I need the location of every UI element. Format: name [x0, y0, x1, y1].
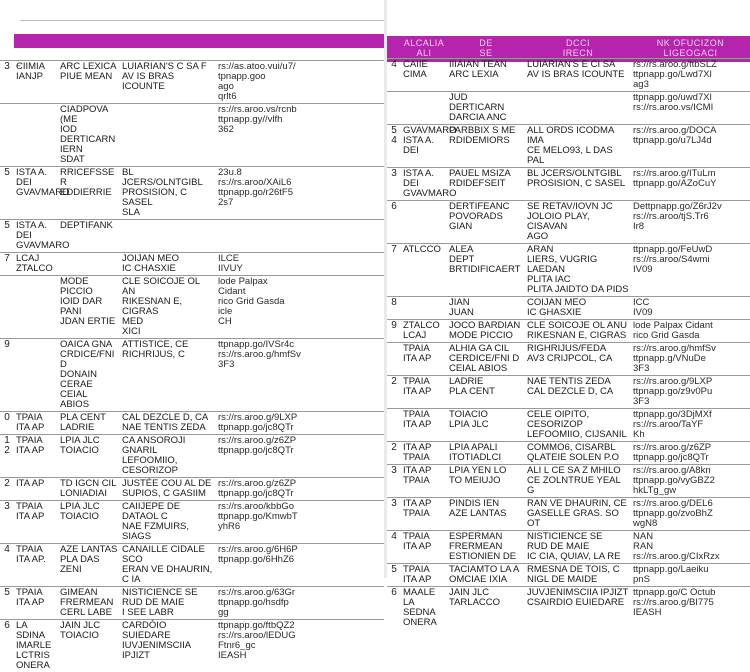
header-url	[230, 34, 312, 48]
row-number: 3	[391, 168, 397, 179]
table-row	[0, 619, 384, 672]
department-cell: CAIIE CIMA	[403, 59, 428, 80]
municipality-cell: MODE PICCIO IOID DAR PANI JDAN ERTIE	[60, 276, 116, 327]
table-row	[387, 342, 750, 375]
municipality-cell: OAICA GNA CRDICE/FNI D DONAIN CERAE CEIAL ABIOS	[60, 339, 115, 410]
table-row	[0, 586, 384, 619]
map-link-cell[interactable]: rs://rs.aroo.g/DOCA ttpnapp.go/u7LJ4d	[633, 125, 717, 146]
map-link-cell[interactable]: 23u.8 rs://rs.aroo/XAiL6 ttpnapp.go/r26tF5 2s7	[218, 167, 293, 208]
address-cell: JUSTÉE COU AL DE SUPIOS, C GASIIM	[122, 478, 212, 499]
map-link-cell[interactable]: ttpnapp.go/Laeiku pnS	[633, 564, 709, 585]
department-cell: TPAIA ITA AP	[16, 435, 45, 456]
address-cell: CANAILLE CIDALE SCO ERAN VE DHAURIN, C IA	[122, 544, 213, 585]
map-link-cell[interactable]: rs://rs.aroo.g/hmfSv ttpnapp.g/VNuDe 3F3	[633, 343, 716, 374]
municipality-cell: LADRIE PLA CENT	[449, 376, 495, 397]
address-cell: CLE SOICOJE OL AN RIKESNAN E, CIGRAS MED XICI	[122, 276, 200, 337]
row-number: 5	[4, 167, 10, 178]
department-cell	[14, 104, 58, 166]
table-row	[387, 586, 750, 629]
municipality-cell: AZE LANTAS PLA DAS ZENI	[60, 544, 118, 575]
table-row	[0, 275, 384, 338]
map-link-cell[interactable]: rs://rs.aroo.g/A8kn ttpnapp.go/vyGBZ2 hkLTg_gw	[633, 465, 715, 496]
row-number: 6	[391, 201, 397, 212]
row-number: 7	[391, 244, 397, 255]
row-number: 8	[391, 297, 397, 308]
department-cell: TPAIA ITA AP.	[16, 544, 46, 565]
department-cell: GVAVMARO ISTA A. DEI	[403, 125, 457, 156]
address-cell	[525, 92, 631, 124]
address-cell: LUIARIAN'S C SA F AV IS BRAS ICOUNTE	[122, 61, 207, 92]
address-cell: CAIIJEPE DE DATAOL C NAE FZMUIRS, SIAGS	[122, 501, 190, 542]
municipality-cell: GIMEAN FRERMEAN CERL LABE	[60, 587, 114, 618]
map-link-cell[interactable]: rs://rs.aroo.g/63Gr ttpnapp.go/hsdfp gg	[218, 587, 296, 618]
table-row	[0, 103, 384, 166]
department-cell: TPAIA ITA AP	[403, 343, 432, 364]
map-link-cell[interactable]: ttpnapp.go/IVSr4c rs://rs.aroo.g/hmfSv 3F3	[218, 339, 301, 370]
address-cell	[120, 220, 216, 252]
municipality-cell: JAIN JLC TOIACIO	[60, 620, 101, 641]
table-row	[387, 530, 750, 563]
map-link-cell[interactable]: rs://rs.aroo.g/z6ZP ttpnapp.go/jc8QTr	[218, 478, 297, 499]
department-cell: LCAJ ZTALCO	[16, 253, 53, 274]
row-number: 0	[4, 412, 10, 423]
address-cell: RIGHRIJUS/FEDA AV3 CRIJPCOL, CA	[527, 343, 613, 364]
department-cell: TPAIA ITA AP	[16, 412, 45, 433]
table-row	[0, 500, 384, 543]
map-link-cell[interactable]: rs://rs.aroo.g/9LXP ttpnapp.go/z9v0Pu 3F3	[633, 376, 713, 407]
municipality-cell: PINDIS IEN AZE LANTAS	[449, 498, 507, 519]
address-cell: NAE TENTIS ZEDA CAL DEZCLE D, CA	[527, 376, 614, 397]
left-table-header	[14, 34, 384, 48]
municipality-cell: JUD DERTICARN DARCIA ANC	[449, 92, 507, 123]
department-cell: TPAIA ITA AP	[403, 376, 432, 397]
table-row	[387, 167, 750, 200]
municipality-cell: LPIA YEN LO TO MEIUJO	[449, 465, 507, 486]
top-rule	[20, 20, 384, 21]
municipality-cell: LPIA JLC TOIACIO	[60, 435, 100, 456]
department-cell: ITA AP TPAIA	[403, 465, 432, 486]
map-link-cell[interactable]: NAN RAN rs://rs.aroo.g/CIxRzx	[633, 531, 720, 562]
table-row	[0, 166, 384, 219]
municipality-cell: PAUEL MSIZA RDIDEFSEIT	[449, 168, 511, 189]
department-cell: ЄIIMIA IANJP	[16, 61, 45, 82]
table-row	[387, 200, 750, 243]
address-cell: LUIARIAN'S E CI SA AV IS BRAS ICOUNTE	[527, 59, 625, 80]
municipality-cell: ARC LEXICA PIUE MEAN	[60, 61, 117, 82]
address-cell: BL JCERS/OLNTGIBL PROSISION, C SASEL	[527, 168, 626, 189]
map-link-cell[interactable]: ttpnapp.go/C Octub rs://rs.aroo.g/BI775 IEASH	[633, 587, 716, 618]
row-number: 9	[391, 320, 397, 331]
map-link-cell[interactable]: ttpnapp.go/3DjMXf rs://rs.aroo/TaYF Kh	[633, 409, 712, 440]
address-cell: JOIJAN MEO IC CHASXIE	[122, 253, 180, 274]
table-row	[387, 563, 750, 586]
row-number: 2	[391, 442, 397, 453]
municipality-cell: JIAN JUAN	[449, 297, 474, 318]
table-row	[0, 60, 384, 103]
table-row	[0, 338, 384, 411]
table-row	[387, 319, 750, 342]
municipality-cell: PLA CENT LADRIE	[60, 412, 106, 433]
department-cell: TPAIA ITA AP	[403, 531, 432, 552]
right-page	[387, 0, 750, 628]
table-row	[387, 296, 750, 319]
map-link-cell[interactable]: rs://rs.aroo.g/6H6P ttpnapp.go/6HhZ6	[218, 544, 298, 565]
header-mun: DE SE	[479, 38, 493, 58]
map-link-cell[interactable]: rs://rs.aroo.g/ftbSLZ ttpnapp.go/Lwd7Xl ag3	[633, 59, 717, 90]
department-cell: TPAIA ITA AP	[403, 409, 432, 430]
address-cell: ATTISTICE, CE RICHRIJUS, C	[122, 339, 189, 360]
department-cell: ATLCCO	[403, 244, 441, 255]
address-cell: ALI L CE SA Z MHILO CE ZOLNTRUE YEAL G	[527, 465, 621, 496]
map-link-cell[interactable]: ILCE IIVUY	[218, 253, 243, 274]
right-table-body	[387, 58, 750, 629]
department-cell: ISTA A. DEI GVAVMARO	[16, 167, 70, 198]
row-number	[387, 409, 401, 441]
row-number	[387, 343, 401, 375]
row-number: 9	[4, 339, 10, 350]
map-link-cell[interactable]: lode Palpax Cidant rico Grid Gasda icle CH	[218, 276, 285, 327]
address-cell: CA ANSOROJI GNARIL LEFOOMIIO, CESORIZOP	[122, 435, 186, 476]
municipality-cell: LPIA APALI ITOTIADLCI	[449, 442, 502, 463]
table-row	[0, 411, 384, 434]
row-number: 3	[4, 61, 10, 72]
row-number: 3	[4, 501, 10, 512]
municipality-cell: JAIN JLC TARLACCO	[449, 587, 501, 608]
row-number	[0, 276, 14, 338]
table-row	[387, 243, 750, 296]
row-number: 4	[391, 59, 397, 70]
municipality-cell: LPIA JLC TOIACIO	[60, 501, 100, 522]
row-number: 4	[391, 531, 397, 542]
municipality-cell: CIADPOVA (ME IOD DERTICARN IERN SDAT	[60, 104, 116, 165]
municipality-cell	[58, 253, 120, 275]
row-number: 5	[4, 587, 10, 598]
department-cell: ITA AP	[16, 478, 45, 489]
table-row	[387, 497, 750, 530]
header-mun	[72, 34, 134, 48]
table-row	[387, 464, 750, 497]
department-cell: MAALE LA SEDNA ONERA	[403, 587, 437, 628]
table-row	[0, 434, 384, 477]
row-number	[0, 104, 14, 166]
municipality-cell: IIIAIAN TEAN ARC LEXIA	[449, 59, 507, 80]
department-cell	[14, 339, 58, 411]
address-cell: ALL ORDS ICODMA IMA CE MELO93, L DAS PAL	[527, 125, 614, 166]
municipality-cell: ESPERMAN FRERMEAN ESTIONIEN DE	[449, 531, 517, 562]
department-cell	[14, 276, 58, 338]
map-link-cell[interactable]: rs://rs.aroo.g/9LXP ttpnapp.go/jc8QTr	[218, 412, 298, 433]
table-row	[0, 252, 384, 275]
map-link-cell[interactable]: rs://rs.aroo.g/ITuLm ttpnapp.go/AZoCuY	[633, 168, 717, 189]
header-dept	[28, 34, 72, 48]
address-cell: SE RETAV/IOVN JC JOLOIO PLAY, CISAVAN AGO	[527, 201, 613, 242]
header-dir: DCCI IRECN	[562, 38, 594, 58]
department-cell: ITA AP TPAIA	[403, 498, 432, 519]
table-row	[387, 441, 750, 464]
row-number: 2	[391, 376, 397, 387]
map-link-cell[interactable]: rs://rs.aroo.g/DEL6 ttpnapp.go/zvoBhZ wgN8	[633, 498, 713, 529]
header-num	[14, 34, 28, 48]
department-cell: ITA AP TPAIA	[403, 442, 432, 463]
table-row	[387, 91, 750, 124]
department-cell	[401, 297, 447, 319]
table-row	[387, 375, 750, 408]
address-cell: RMESNA DE TOIS, C NIGL DE MAIDE	[527, 564, 620, 585]
row-number: 5	[4, 220, 10, 231]
department-cell: ISTA A. DEI GVAVMARO	[16, 220, 70, 251]
row-number: 4	[4, 544, 10, 555]
row-number: 5	[391, 564, 397, 575]
municipality-cell: TOIACIO LPIA JLC	[449, 409, 489, 430]
table-row	[0, 477, 384, 500]
department-cell: TPAIA ITA AP	[16, 501, 45, 522]
department-cell: TPAIA ITA AP	[403, 564, 432, 585]
address-cell: CAL DEZCLE D, CA NAE TENTIS ZEDA	[122, 412, 209, 433]
table-row	[387, 58, 750, 91]
municipality-cell: ALHIA GA CIL CERDICE/FNI D CEIAL ABIOS	[449, 343, 520, 374]
municipality-cell: DEPTIFANK	[60, 220, 113, 231]
municipality-cell: DERTIFEANC POVORADS GIAN	[449, 201, 510, 232]
row-number: 5 4	[391, 125, 397, 146]
address-cell: COIJAN MEO IC GHASXIE	[527, 297, 587, 318]
address-cell: NISTICIENCE SE RUD DE MAIE I SEE LABR	[122, 587, 198, 618]
row-number: 1 2	[4, 435, 10, 456]
municipality-cell: TACIAMTO LA A OMCIAE IXIA	[449, 564, 520, 585]
map-link-cell[interactable]: rs://rs.aroo.g/z6ZP ttpnapp.go/jc8QTr	[633, 442, 712, 463]
map-link-cell[interactable]: lode Palpax Cidant rico Grid Gasda	[633, 320, 713, 341]
department-cell: LA SDINA IMARLE LCTRIS ONERA	[16, 620, 52, 671]
map-link-cell[interactable]: rs://rs.aroo.vs/rcnb ttpnapp.gy//vlfh 362	[218, 104, 297, 135]
table-row	[387, 408, 750, 441]
map-link-cell[interactable]: rs://as.atoo.vui/u7/ tpnapp.goo ago qrlt6	[218, 61, 296, 102]
map-link-cell[interactable]	[216, 220, 298, 252]
map-link-cell[interactable]: ttpnapp.go/FeUwD rs://rs.aroo/S4wmi IV09	[633, 244, 713, 275]
municipality-cell: ALEA DEPT BRTIDIFICAERT	[449, 244, 521, 275]
municipality-cell: RRICEFSSE R EDDIERRIE	[60, 167, 115, 198]
table-row	[0, 543, 384, 586]
header-dir	[134, 34, 230, 48]
department-cell: ZTALCO LCAJ	[403, 320, 440, 341]
header-dept: ALCALIA ALI	[403, 38, 445, 58]
address-cell: CLE SOICOJE OL ANU RIKESNAN E, CIGRAS	[527, 320, 627, 341]
address-cell: BL JCERS/OLNTGIBL PROSISION, C SASEL SLA	[122, 167, 203, 218]
row-number: 7	[4, 253, 10, 264]
address-cell	[120, 104, 216, 166]
municipality-cell: JOCO BARDIAN MODE PICCIO	[449, 320, 521, 341]
department-cell	[401, 92, 447, 124]
header-url: NK OFUCIZON LIGEOGACI	[656, 38, 725, 58]
address-cell: JUVJENIMSCIIA IPJIZT CSAIRDIO EUIEDARE	[527, 587, 629, 608]
row-number: 6	[391, 587, 397, 598]
row-number: 3	[391, 465, 397, 476]
row-number: 3	[391, 498, 397, 509]
municipality-cell: PARBBIX S ME RDIDEMIORS	[449, 125, 516, 146]
map-link-cell[interactable]: Dettpnapp.go/Z6rJ2v rs://rs.aroo/tjS.Tr6 Ir8	[633, 201, 722, 232]
table-row	[0, 219, 384, 252]
address-cell: ARAN LIERS, VUGRIG LAEDAN PLITA IAC PLITA JAIDTO DA PIDS	[527, 244, 629, 295]
map-link-cell[interactable]: ICC IV09	[633, 297, 653, 318]
map-link-cell[interactable]: rs://rs.aroo/kbbGo ttpnapp.go/KmwbT yhR6	[218, 501, 298, 532]
address-cell: CELE OIPITO, CESORIZOP LEFOOMIIO, CIJSANIL	[527, 409, 627, 440]
row-number: 6	[4, 620, 10, 631]
row-number: 2	[4, 478, 10, 489]
department-cell	[401, 201, 447, 243]
table-row	[387, 124, 750, 167]
address-cell: COMMO6, CISARBL QLATEIE SOLEN P.O	[527, 442, 620, 463]
address-cell: CARDÓIO SUIEDARE IUVJENIMSCIIA IPJIZT	[122, 620, 191, 661]
department-cell: ISTA A. DEI GVAVMARO	[403, 168, 457, 199]
map-link-cell[interactable]: rs://rs.aroo.g/z6ZP ttpnapp.go/jc8QTr	[218, 435, 297, 456]
address-cell: NISTICIENCE SE RUD DE MAIE IC CIA, QUIAV, LA RE	[527, 531, 621, 562]
department-cell: TPAIA ITA AP	[16, 587, 45, 608]
municipality-cell: TD IGCN CIL LONIADIAI	[60, 478, 117, 499]
left-table-body	[0, 60, 384, 672]
map-link-cell[interactable]: ttpnapp.go/ftbQZ2 rs://rs.aroo/lEDUG Ftnr6_gc IEASH	[218, 620, 296, 661]
map-link-cell[interactable]: ttpnapp.go/uwd7Xl rs://rs.aroo.vs/ICMI	[633, 92, 714, 113]
row-number	[387, 92, 401, 124]
address-cell: RAN VE DHAURIN, CE GASELLE GRAS. SO OT	[527, 498, 627, 529]
